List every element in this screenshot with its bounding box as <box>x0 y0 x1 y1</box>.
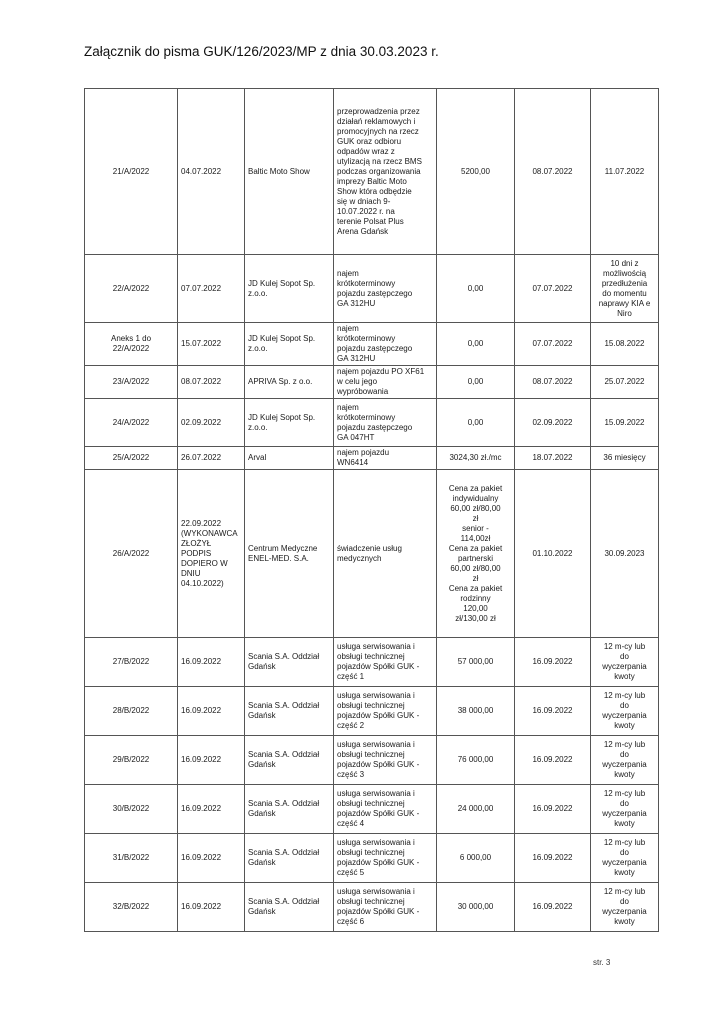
contract-number-cell-text: 31/B/2022 <box>112 853 150 862</box>
term-cell <box>591 638 659 687</box>
amount-cell-text: 0,00 <box>467 417 484 427</box>
term-cell <box>591 255 659 323</box>
subject-cell-text: usługa serwisowania i obsługi technicznej pojazdów Spółki GUK - część 3 <box>337 740 420 779</box>
amount-cell-text: 5200,00 <box>461 166 490 176</box>
subject-cell <box>334 89 437 255</box>
term-cell-text: 12 m-cy lub do wyczerpania kwoty <box>602 691 647 730</box>
term-cell <box>591 785 659 834</box>
subject-cell <box>334 470 437 638</box>
start-date-cell <box>515 366 591 399</box>
term-cell <box>591 447 659 470</box>
subject-cell-text: usługa serwisowania i obsługi technicznej pojazdów Spółki GUK - część 1 <box>337 642 420 681</box>
page-number: str. 3 <box>593 958 611 967</box>
contract-date-cell <box>178 736 245 785</box>
amount-cell-text: 38 000,00 <box>457 706 494 715</box>
contract-date-cell <box>178 470 245 638</box>
subject-cell <box>334 883 437 932</box>
amount-cell <box>437 638 515 687</box>
contract-date-cell-text: 16.09.2022 <box>181 853 222 862</box>
contractor-cell <box>245 736 334 785</box>
start-date-cell-text: 07.07.2022 <box>532 283 573 293</box>
contractor-cell-text: JD Kulej Sopot Sp. z.o.o. <box>248 334 316 353</box>
contractor-cell-text: Scania S.A. Oddział Gdańsk <box>248 897 320 916</box>
contract-number-cell-text: 22/A/2022 <box>112 283 150 293</box>
start-date-cell-text: 01.10.2022 <box>532 548 573 558</box>
start-date-cell-text: 16.09.2022 <box>532 706 573 715</box>
contractor-cell <box>245 89 334 255</box>
contract-date-cell <box>178 834 245 883</box>
contractor-cell <box>245 366 334 399</box>
contract-date-cell <box>178 687 245 736</box>
start-date-cell-text: 16.09.2022 <box>532 853 573 862</box>
contract-date-cell <box>178 255 245 323</box>
contract-number-cell-text: 25/A/2022 <box>112 453 150 462</box>
contractor-cell <box>245 883 334 932</box>
start-date-cell <box>515 736 591 785</box>
term-cell-text: 15.09.2022 <box>604 417 645 427</box>
contract-date-cell <box>178 883 245 932</box>
start-date-cell-text: 07.07.2022 <box>532 339 573 348</box>
subject-cell <box>334 736 437 785</box>
subject-cell <box>334 638 437 687</box>
start-date-cell-text: 16.09.2022 <box>532 902 573 911</box>
contractor-cell-text: JD Kulej Sopot Sp. z.o.o. <box>248 278 316 298</box>
start-date-cell-text: 08.07.2022 <box>532 377 573 386</box>
contractor-cell-text: Scania S.A. Oddział Gdańsk <box>248 652 320 671</box>
subject-cell-text: usługa serwisowania i obsługi technicznej pojazdów Spółki GUK - część 6 <box>337 887 420 926</box>
start-date-cell <box>515 323 591 366</box>
amount-cell-text: 3024,30 zł./mc <box>449 453 502 462</box>
term-cell-text: 30.09.2023 <box>604 548 645 558</box>
contract-date-cell <box>178 89 245 255</box>
amount-cell <box>437 834 515 883</box>
subject-cell <box>334 834 437 883</box>
term-cell-text: 11.07.2022 <box>604 166 645 176</box>
start-date-cell <box>515 687 591 736</box>
table-row <box>85 323 659 366</box>
amount-cell <box>437 89 515 255</box>
contractor-cell <box>245 323 334 366</box>
term-cell <box>591 470 659 638</box>
table-row <box>85 687 659 736</box>
contract-number-cell <box>85 366 178 399</box>
table-row <box>85 785 659 834</box>
table-body <box>85 89 659 932</box>
contract-number-cell-text: 21/A/2022 <box>112 166 150 176</box>
contract-number-cell-text: 24/A/2022 <box>112 417 150 427</box>
subject-cell-text: usługa serwisowania i obsługi technicznej pojazdów Spółki GUK - część 4 <box>337 789 420 828</box>
contract-number-cell <box>85 447 178 470</box>
subject-cell <box>334 447 437 470</box>
contractor-cell <box>245 447 334 470</box>
term-cell <box>591 687 659 736</box>
amount-cell-text: 6 000,00 <box>459 853 492 862</box>
table-row <box>85 470 659 638</box>
contractor-cell-text: Scania S.A. Oddział Gdańsk <box>248 701 320 720</box>
subject-cell <box>334 255 437 323</box>
amount-cell <box>437 785 515 834</box>
start-date-cell-text: 18.07.2022 <box>532 453 573 462</box>
contract-date-cell <box>178 399 245 447</box>
contractor-cell-text: Centrum Medyczne ENEL-MED. S.A. <box>248 543 318 563</box>
start-date-cell-text: 16.09.2022 <box>532 755 573 764</box>
start-date-cell <box>515 638 591 687</box>
contracts-table <box>84 88 659 932</box>
term-cell-text: 12 m-cy lub do wyczerpania kwoty <box>602 887 647 926</box>
amount-cell <box>437 447 515 470</box>
amount-cell <box>437 687 515 736</box>
amount-cell <box>437 470 515 638</box>
term-cell <box>591 366 659 399</box>
contract-number-cell <box>85 736 178 785</box>
contract-number-cell-text: 32/B/2022 <box>112 902 150 911</box>
start-date-cell-text: 08.07.2022 <box>532 166 573 176</box>
start-date-cell <box>515 834 591 883</box>
table-row <box>85 883 659 932</box>
amount-cell-text: Cena za pakiet indywidualny 60,00 zł/80,00 zł senior - 114,00zł Cena za pakiet partnerski 60,00 zł/80,00 zł Cena za pakiet rodzinny 120,00 zł/130,00 zł <box>448 483 503 623</box>
contract-number-cell <box>85 255 178 323</box>
contract-number-cell <box>85 834 178 883</box>
subject-cell-text: przeprowadzenia przez działań reklamowych i promocyjnych na rzecz GUK oraz odbioru odpadów wraz z utylizacją na rzecz BMS podczas organizowania imprezy Baltic Moto Show która odbędzie się w dniach 9- 10.07.2022 r. na terenie Polsat Plus Arena Gdańsk <box>337 106 422 236</box>
term-cell <box>591 883 659 932</box>
table-row <box>85 89 659 255</box>
amount-cell <box>437 255 515 323</box>
subject-cell-text: najem krótkoterminowy pojazdu zastępczego GA 312HU <box>337 268 413 308</box>
amount-cell <box>437 883 515 932</box>
amount-cell-text: 76 000,00 <box>457 755 494 764</box>
contract-number-cell <box>85 323 178 366</box>
start-date-cell <box>515 470 591 638</box>
contractor-cell-text: Scania S.A. Oddział Gdańsk <box>248 750 320 769</box>
term-cell-text: 12 m-cy lub do wyczerpania kwoty <box>602 838 647 877</box>
start-date-cell <box>515 447 591 470</box>
subject-cell <box>334 687 437 736</box>
contract-number-cell <box>85 470 178 638</box>
contract-number-cell-text: 29/B/2022 <box>112 755 150 764</box>
contract-date-cell-text: 02.09.2022 <box>181 417 222 427</box>
contract-number-cell-text: 28/B/2022 <box>112 706 150 715</box>
contract-date-cell-text: 16.09.2022 <box>181 755 222 764</box>
contractor-cell <box>245 834 334 883</box>
subject-cell-text: najem pojazdu PO XF61 w celu jego wypróbowania <box>337 367 425 396</box>
contract-number-cell <box>85 785 178 834</box>
amount-cell <box>437 399 515 447</box>
amount-cell <box>437 736 515 785</box>
amount-cell-text: 24 000,00 <box>457 804 494 813</box>
contract-date-cell-text: 16.09.2022 <box>181 902 222 911</box>
contract-number-cell-text: 26/A/2022 <box>112 548 150 558</box>
contract-number-cell <box>85 638 178 687</box>
subject-cell-text: najem krótkoterminowy pojazdu zastępczego GA 047HT <box>337 402 413 442</box>
contractor-cell-text: APRIVA Sp. z o.o. <box>248 377 313 386</box>
contract-date-cell <box>178 366 245 399</box>
contractor-cell-text: Scania S.A. Oddział Gdańsk <box>248 799 320 818</box>
table-row <box>85 447 659 470</box>
term-cell-text: 12 m-cy lub do wyczerpania kwoty <box>602 740 647 779</box>
document-title: Załącznik do pisma GUK/126/2023/MP z dnia 30.03.2023 r. <box>84 44 439 59</box>
start-date-cell-text: 02.09.2022 <box>532 417 573 427</box>
table-row <box>85 834 659 883</box>
subject-cell <box>334 323 437 366</box>
start-date-cell-text: 16.09.2022 <box>532 657 573 666</box>
subject-cell <box>334 366 437 399</box>
contract-date-cell-text: 07.07.2022 <box>181 283 222 293</box>
term-cell-text: 12 m-cy lub do wyczerpania kwoty <box>602 789 647 828</box>
contractor-cell <box>245 399 334 447</box>
start-date-cell <box>515 399 591 447</box>
amount-cell-text: 0,00 <box>467 377 484 386</box>
term-cell-text: 10 dni z możliwością przedłużenia do momentu naprawy KIA e Niro <box>598 258 651 318</box>
contract-date-cell-text: 16.09.2022 <box>181 804 222 813</box>
table-row <box>85 399 659 447</box>
contract-date-cell-text: 26.07.2022 <box>181 453 222 462</box>
term-cell-text: 12 m-cy lub do wyczerpania kwoty <box>602 642 647 681</box>
contract-number-cell <box>85 399 178 447</box>
table-row <box>85 255 659 323</box>
contractor-cell <box>245 255 334 323</box>
start-date-cell <box>515 255 591 323</box>
table-row <box>85 736 659 785</box>
contract-date-cell-text: 16.09.2022 <box>181 657 222 666</box>
amount-cell <box>437 323 515 366</box>
amount-cell-text: 57 000,00 <box>457 657 494 666</box>
term-cell-text: 15.08.2022 <box>604 339 645 348</box>
amount-cell <box>437 366 515 399</box>
term-cell <box>591 399 659 447</box>
contractor-cell <box>245 785 334 834</box>
subject-cell <box>334 399 437 447</box>
start-date-cell <box>515 89 591 255</box>
start-date-cell-text: 16.09.2022 <box>532 804 573 813</box>
subject-cell-text: świadczenie usług medycznych <box>337 543 402 563</box>
term-cell <box>591 834 659 883</box>
term-cell-text: 25.07.2022 <box>604 377 645 386</box>
contractor-cell-text: Arval <box>248 453 267 462</box>
contract-date-cell-text: 04.07.2022 <box>181 166 222 176</box>
contract-number-cell <box>85 687 178 736</box>
contractor-cell <box>245 470 334 638</box>
contract-number-cell-text: Aneks 1 do 22/A/2022 <box>110 334 152 353</box>
contract-date-cell-text: 16.09.2022 <box>181 706 222 715</box>
subject-cell-text: najem krótkoterminowy pojazdu zastępczego GA 312HU <box>337 324 413 363</box>
term-cell <box>591 323 659 366</box>
amount-cell-text: 0,00 <box>467 283 484 293</box>
amount-cell-text: 0,00 <box>467 339 484 348</box>
term-cell <box>591 736 659 785</box>
contractor-cell <box>245 638 334 687</box>
term-cell-text: 36 miesięcy <box>603 453 646 462</box>
contract-date-cell <box>178 447 245 470</box>
amount-cell-text: 30 000,00 <box>457 902 494 911</box>
contractor-cell-text: JD Kulej Sopot Sp. z.o.o. <box>248 412 316 432</box>
contract-date-cell-text: 15.07.2022 <box>181 339 222 348</box>
contract-number-cell <box>85 883 178 932</box>
contract-number-cell <box>85 89 178 255</box>
contract-date-cell <box>178 638 245 687</box>
subject-cell <box>334 785 437 834</box>
table-row <box>85 638 659 687</box>
contract-number-cell-text: 23/A/2022 <box>112 377 150 386</box>
contractor-cell-text: Scania S.A. Oddział Gdańsk <box>248 848 320 867</box>
contractor-cell <box>245 687 334 736</box>
contract-number-cell-text: 27/B/2022 <box>112 657 150 666</box>
table-row <box>85 366 659 399</box>
subject-cell-text: najem pojazdu WN6414 <box>337 448 390 467</box>
contract-date-cell <box>178 323 245 366</box>
contract-date-cell-text: 08.07.2022 <box>181 377 222 386</box>
start-date-cell <box>515 883 591 932</box>
contract-date-cell-text: 22.09.2022 (WYKONAWCA ZŁOŻYŁ PODPIS DOPIERO W DNIU 04.10.2022) <box>181 518 238 588</box>
subject-cell-text: usługa serwisowania i obsługi technicznej pojazdów Spółki GUK - część 5 <box>337 838 420 877</box>
subject-cell-text: usługa serwisowania i obsługi technicznej pojazdów Spółki GUK - część 2 <box>337 691 420 730</box>
start-date-cell <box>515 785 591 834</box>
contract-number-cell-text: 30/B/2022 <box>112 804 150 813</box>
contractor-cell-text: Baltic Moto Show <box>248 166 310 176</box>
term-cell <box>591 89 659 255</box>
contract-date-cell <box>178 785 245 834</box>
